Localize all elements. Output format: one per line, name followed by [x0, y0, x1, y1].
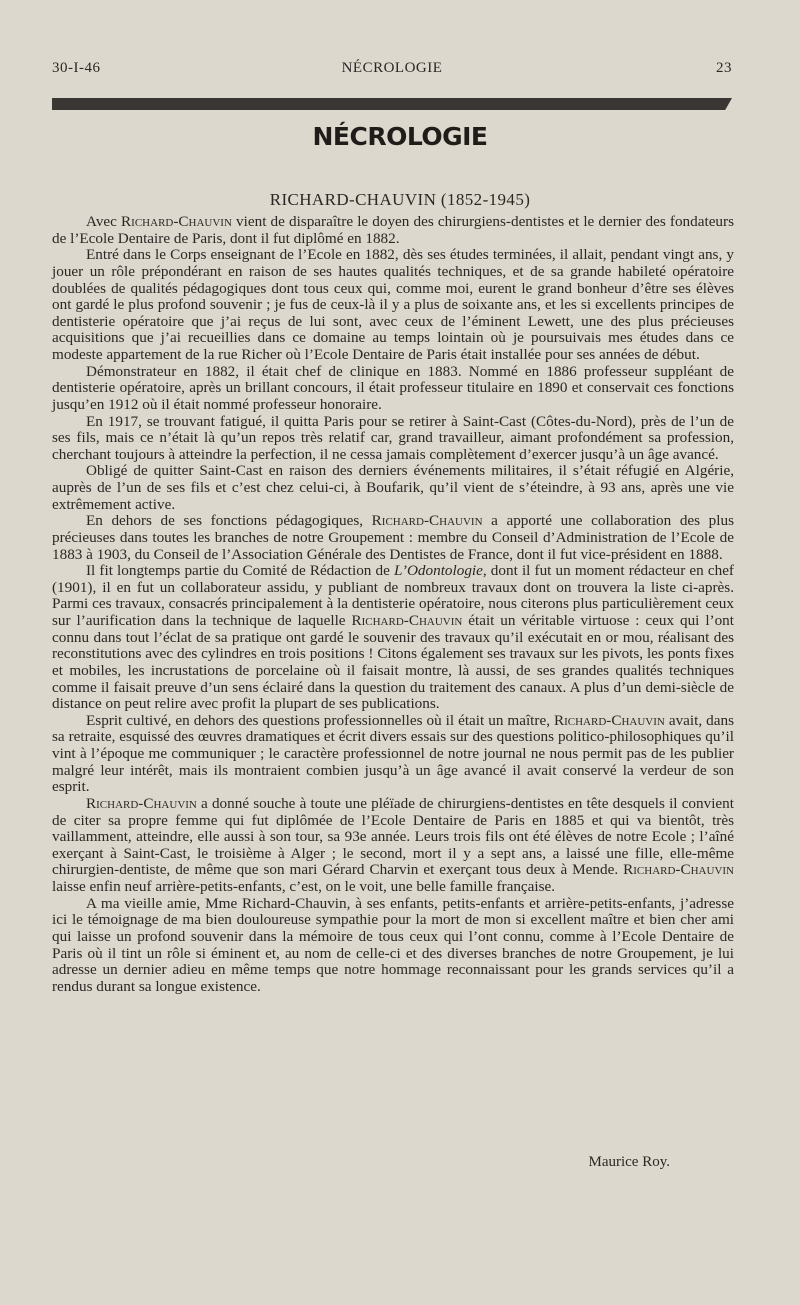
- person-name: Richard-Chauvin: [86, 794, 197, 812]
- paragraph: En 1917, se trouvant fatigué, il quitta Paris pour se retirer à Saint-Cast (Côtes-du-Nord), près de l’un de ses fils, mais ce n’était là qu’un repos très relatif car, grand travailleur, aimant profondément sa profession, cherchant toujours à atteindre la perfection, il ne cessa jamais complètement d’exercer jusqu’à un âge avancé.: [52, 412, 734, 463]
- paragraph: Obligé de quitter Saint-Cast en raison des derniers événements militaires, il s’était réfugié en Algérie, auprès de l’un de ses fils et c’est chez celui-ci, à Boufarik, qu’il vient de s’éteindre, à 93 ans, après une vie extrêmement active.: [52, 462, 734, 513]
- page-number: 23: [716, 60, 732, 76]
- person-name: Richard-Chauvin: [553, 711, 665, 729]
- paragraph: Richard-Chauvin a donné souche à toute une pléïade de chirurgiens-dentistes en tête desquels il convient de citer sa propre femme qui fut diplômée de l’Ecole Dentaire de Paris en 1885 et qui va bientôt, très vaillamment, atteindre, elle aussi à son tour, sa 93e année. Leurs trois fils ont été élèves de notre Ecole ; l’aîné exerçant à Saint-Cast, le troisième à Alger ; le second, mort il y a sept ans, a laissé une fille, elle-même chirurgien-dentiste, de même que son mari Gérard Charvin et exerçant tous deux à Mende. Richard-Chauvin laisse enfin neuf arrière-petits-enfants, c’est, on le voit, une belle famille française.: [52, 794, 734, 895]
- author-signature: Maurice Roy.: [588, 1154, 670, 1170]
- running-header: [52, 60, 732, 84]
- decorative-rule: [52, 98, 732, 110]
- paragraph: Il fit longtemps partie du Comité de Rédaction de L’Odontologie, dont il fut un moment rédacteur en chef (1901), il en fut un collaborateur assidu, y publiant de nombreux travaux dont on trouvera la liste ci-après. Parmi ces travaux, consacrés principalement à la dentisterie opératoire, nous citerons plus particulièrement ceux sur l’aurification dans la technique de laquelle Richard-Chauvin était un véritable virtuose : ceux qui l’ont connu dans tout l’éclat de sa pratique ont gardé le souvenir des travaux qu’il exécutait en or mou, réalisant des reconstitutions avec des cylindres en trois positions ! Citons également ses travaux sur les pivots, les ponts fixes et mobiles, les incrustations de porcelaine où il faisait montre, là aussi, de ses grandes qualités techniques comme il faisait preuve d’un sens éclairé dans la question du traitement des canaux. A plus d’un demi-siècle de distance on peut relire avec profit la plupart de ses publications.: [52, 562, 734, 713]
- section-title: NÉCROLOGIE: [312, 122, 488, 151]
- paragraph: Esprit cultivé, en dehors des questions professionnelles où il était un maître, Richard-Chauvin avait, dans sa retraite, esquissé des œuvres dramatiques et écrit divers essais sur des questions politico-philosophiques qu’il vint à l’époque me communiquer ; le caractère professionnel de notre journal ne nous permit pas de les publier malgré leur intérêt, mais ils montraient combien jusqu’à un âge avancé il avait conservé la verdeur de son esprit.: [52, 711, 734, 796]
- issue-date: 30-I-46: [52, 60, 101, 76]
- paragraph: Avec Richard-Chauvin vient de disparaître le doyen des chirurgiens-dentistes et le dernier des fondateurs de l’Ecole Dentaire de Paris, dont il fut diplômé en 1882.: [52, 213, 734, 247]
- article-title: RICHARD-CHAUVIN (1852-1945): [269, 190, 531, 209]
- journal-title: L’Odontologie: [394, 562, 483, 580]
- paragraph: Démonstrateur en 1882, il était chef de clinique en 1883. Nommé en 1886 professeur suppléant de dentisterie opératoire, après un brillant concours, il était professeur titulaire en 1890 et conservait ces fonctions jusqu’en 1912 où il était nommé professeur honoraire.: [52, 362, 734, 413]
- paragraph: Entré dans le Corps enseignant de l’Ecole en 1882, dès ses études terminées, il allait, pendant vingt ans, y jouer un rôle prépondérant en raison de ses hautes qualités techniques, et de sa grande habileté opératoire doublées de qualités pédagogiques dont tous ceux qui, comme moi, eurent le grand bonheur d’être ses élèves ont gardé le plus profond souvenir ; je fus de ceux-là il y a plus de soixante ans, et les si excellents principes de dentisterie opératoire que j’ai reçus de lui sont, avec ceux de l’éminent Lewett, une des plus précieuses acquisitions que j’ai recueillies dans ce domaine au temps lointain où je poursuivais mes études dans ce modeste appartement de la rue Richer où l’Ecole Dentaire de Paris était installée pour ses années de début.: [52, 246, 734, 363]
- person-name: Richard-Chauvin: [371, 512, 483, 530]
- person-name: Richard-Chauvin: [121, 213, 232, 230]
- paragraph: A ma vieille amie, Mme Richard-Chauvin, à ses enfants, petits-enfants et arrière-petits-enfants, j’adresse ici le témoignage de ma bien douloureuse sympathie pour la mort de mon si excellent maître et bien cher ami qui laisse un profond souvenir dans la mémoire de tous ceux qui l’ont connu, comme à l’Ecole Dentaire de Paris où il tint un rôle si éminent et, au nom de celle-ci et des diverses branches de notre Groupement, je lui adresse un dernier adieu en même temps que notre hommage reconnaissant pour les grands services qu’il a rendus durant sa longue existence.: [52, 894, 734, 995]
- paragraph: En dehors de ses fonctions pédagogiques, Richard-Chauvin a apporté une collaboration des plus précieuses dans toutes les branches de notre Groupement : membre du Conseil d’Administration de l’Ecole de 1883 à 1903, du Conseil de l’Association Générale des Dentistes de France, dont il fut vice-président en 1888.: [52, 512, 734, 563]
- article-body: [52, 214, 734, 995]
- person-name: Richard-Chauvin: [623, 861, 734, 879]
- running-section-title: NÉCROLOGIE: [341, 60, 443, 76]
- person-name: Richard-Chauvin: [351, 612, 463, 629]
